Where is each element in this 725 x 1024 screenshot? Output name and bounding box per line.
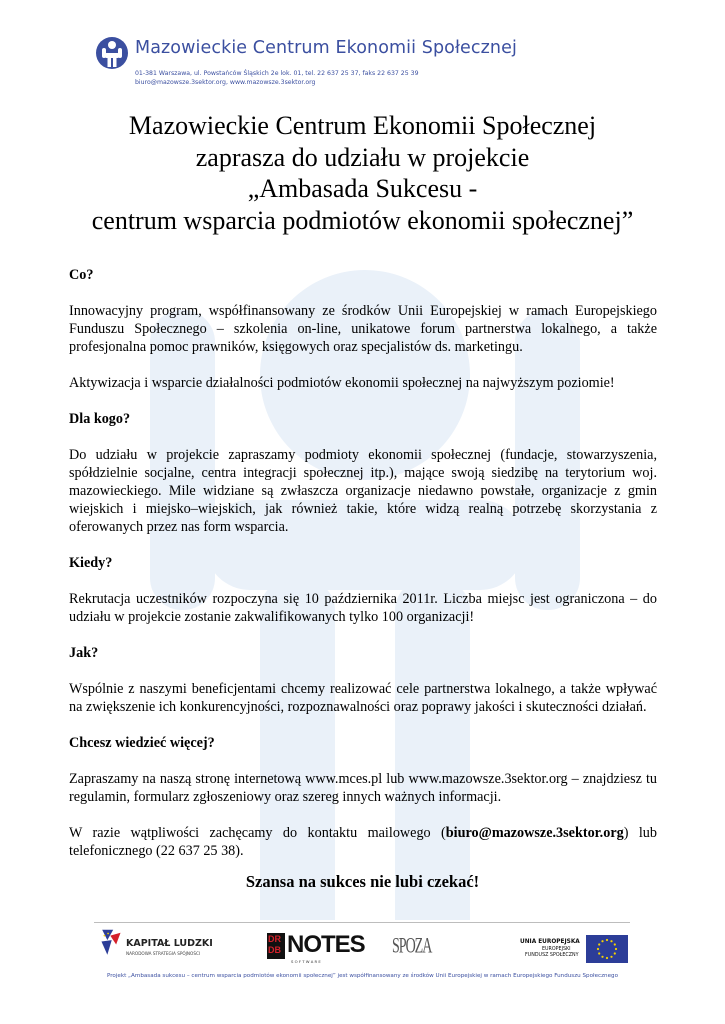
- notes-prefix-top: DR: [268, 934, 281, 944]
- paragraph-co-1: Innowacyjny program, współfinansowany ze środków Unii Europejskiej w ramach Europejskiego Funduszu Społecznego – szkolenia on-line, unikatowe forum partnerstwa lokalnego, a także profesjonalna pomoc prawników, księgowych oraz specjalistów ds. marketingu.: [69, 303, 657, 355]
- paragraph-kiedy: Rekrutacja uczestników rozpoczyna się 10 października 2011r. Liczba miejsc jest ograniczona – do udziału w projekcie zostanie zakwalifikowanych tylko 100 organizacji!: [69, 591, 657, 625]
- kapital-ludzki-logo-icon: [100, 928, 122, 958]
- eu-subtitle-2: FUNDUSZ SPOŁECZNY: [525, 953, 579, 958]
- title-line: centrum wsparcia podmiotów ekonomii społecznej”: [91, 205, 634, 235]
- section-heading-co: Co?: [69, 267, 94, 283]
- notes-prefix-bottom: DB: [268, 945, 281, 955]
- mces-logo-icon: [95, 36, 129, 70]
- contact-line: biuro@mazowsze.3sektor.org, www.mazowsze.3sektor.org: [135, 78, 316, 86]
- title-line: „Ambasada Sukcesu -: [247, 174, 478, 203]
- eu-title: UNIA EUROPEJSKA: [520, 939, 580, 945]
- document-title: [40, 110, 685, 236]
- contact-email: biuro@mazowsze.3sektor.org: [445, 825, 624, 841]
- section-heading-kiedy: Kiedy?: [69, 555, 113, 571]
- paragraph-wiecej-1: Zapraszamy na naszą stronę internetową www.mces.pl lub www.mazowsze.3sektor.org – znajdziesz tu regulamin, formularz zgłoszeniowy oraz szereg innych ważnych informacji.: [69, 771, 657, 805]
- eu-subtitle-1: EUROPEJSKI: [542, 947, 571, 952]
- notes-word: NOTES: [287, 931, 365, 958]
- notes-sub: S O F T W A R E: [291, 959, 321, 964]
- footer-note: Projekt „Ambasada sukcesu – centrum wsparcia podmiotów ekonomii społecznej” jest współfinansowany ze środków Unii Europejskiej w ramach Europejskiego Funduszu Społecznego: [106, 973, 619, 979]
- organization-name: Mazowieckie Centrum Ekonomii Społecznej: [135, 38, 517, 58]
- paragraph-jak: Wspólnie z naszymi beneficjentami chcemy realizować cele partnerstwa lokalnego, a także wpływać na zwiększenie ich konkurencyjności, rozpoznawalności oraz poprawy jakości i skuteczności działań.: [69, 681, 657, 715]
- footer-logos: [94, 925, 630, 970]
- kapital-ludzki-subtitle: NARODOWA STRATEGIA SPÓJNOŚCI: [126, 951, 201, 956]
- document-body: [69, 266, 657, 860]
- kapital-ludzki-title: KAPITAŁ LUDZKI: [126, 938, 213, 949]
- slogan: Szansa na sukces nie lubi czekać!: [245, 872, 480, 891]
- paragraph-wiecej-2: W razie wątpliwości zachęcamy do kontaktu mailowego (biuro@mazowsze.3sektor.org) lub telefonicznego (22 637 25 38).: [69, 825, 657, 859]
- paragraph-co-2: Aktywizacja i wsparcie działalności podmiotów ekonomii społecznej na najwyższym poziomie!: [69, 375, 615, 391]
- section-heading-jak: Jak?: [69, 645, 99, 661]
- title-line: Mazowieckie Centrum Ekonomii Społecznej: [128, 111, 597, 140]
- section-heading-dla-kogo: Dla kogo?: [69, 411, 131, 427]
- address-line: 01-381 Warszawa, ul. Powstańców Śląskich 2e lok. 01, tel. 22 637 25 37, faks 22 637 25 39: [135, 70, 419, 77]
- paragraph-dla-kogo: Do udziału w projekcie zapraszamy podmioty ekonomii społecznej (fundacje, stowarzyszenia, spółdzielnie socjalne, centra integracji społecznej itp.), mające swoją siedzibę na terytorium woj. mazowieckiego. Mile widziane są zwłaszcza organizacje niedawno powstałe, organizacje z gmin wiejskich i miejsko–wiejskich, jak również takie, które widzą realną potrzebę skorzystania z oferowanych przez nas form wsparcia.: [69, 447, 657, 535]
- spoza-logo: SPOZA: [392, 935, 432, 959]
- section-heading-wiecej: Chcesz wiedzieć więcej?: [69, 735, 215, 751]
- eu-flag-icon: [586, 935, 628, 963]
- footer-divider: [94, 922, 630, 923]
- organization-address: [135, 70, 419, 87]
- title-line: zaprasza do udziału w projekcie: [195, 142, 530, 172]
